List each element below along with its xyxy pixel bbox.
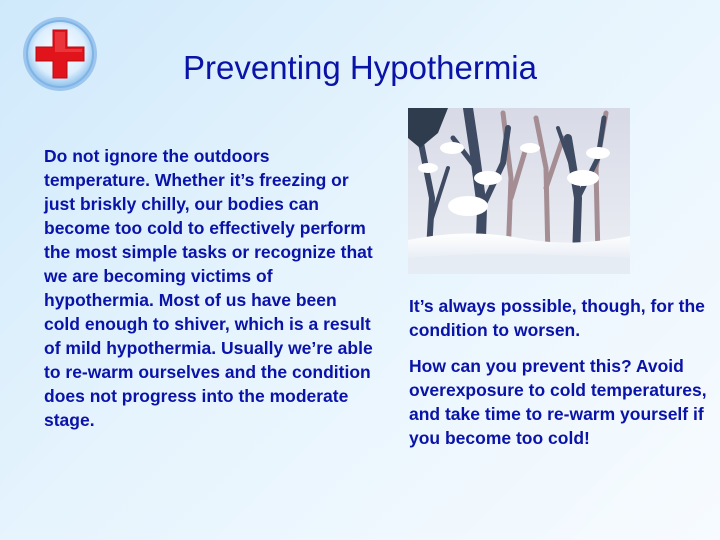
- body-text-left: Do not ignore the outdoors temperature. Whether it’s freezing or just briskly chilly, our bodies can become too cold to effectively perform the most simple tasks or recognize that we are becoming victims of hypothermia. Most of us have been cold enough to shiver, which is a result of mild hypothermia. Usually we’re able to re-warm ourselves and the condition does not progress into the moderate stage.: [44, 146, 373, 430]
- red-cross-icon: [22, 16, 98, 92]
- slide-title: Preventing Hypothermia: [182, 49, 537, 86]
- winter-trees-illustration: [408, 108, 630, 274]
- right-paragraph-1: It’s always possible, though, for the condition to worsen.: [409, 296, 705, 340]
- right-paragraph-2: How can you prevent this? Avoid overexposure to cold temperatures, and take time to re-warm yourself if you become too cold!: [409, 356, 707, 448]
- body-text-right: [409, 294, 709, 462]
